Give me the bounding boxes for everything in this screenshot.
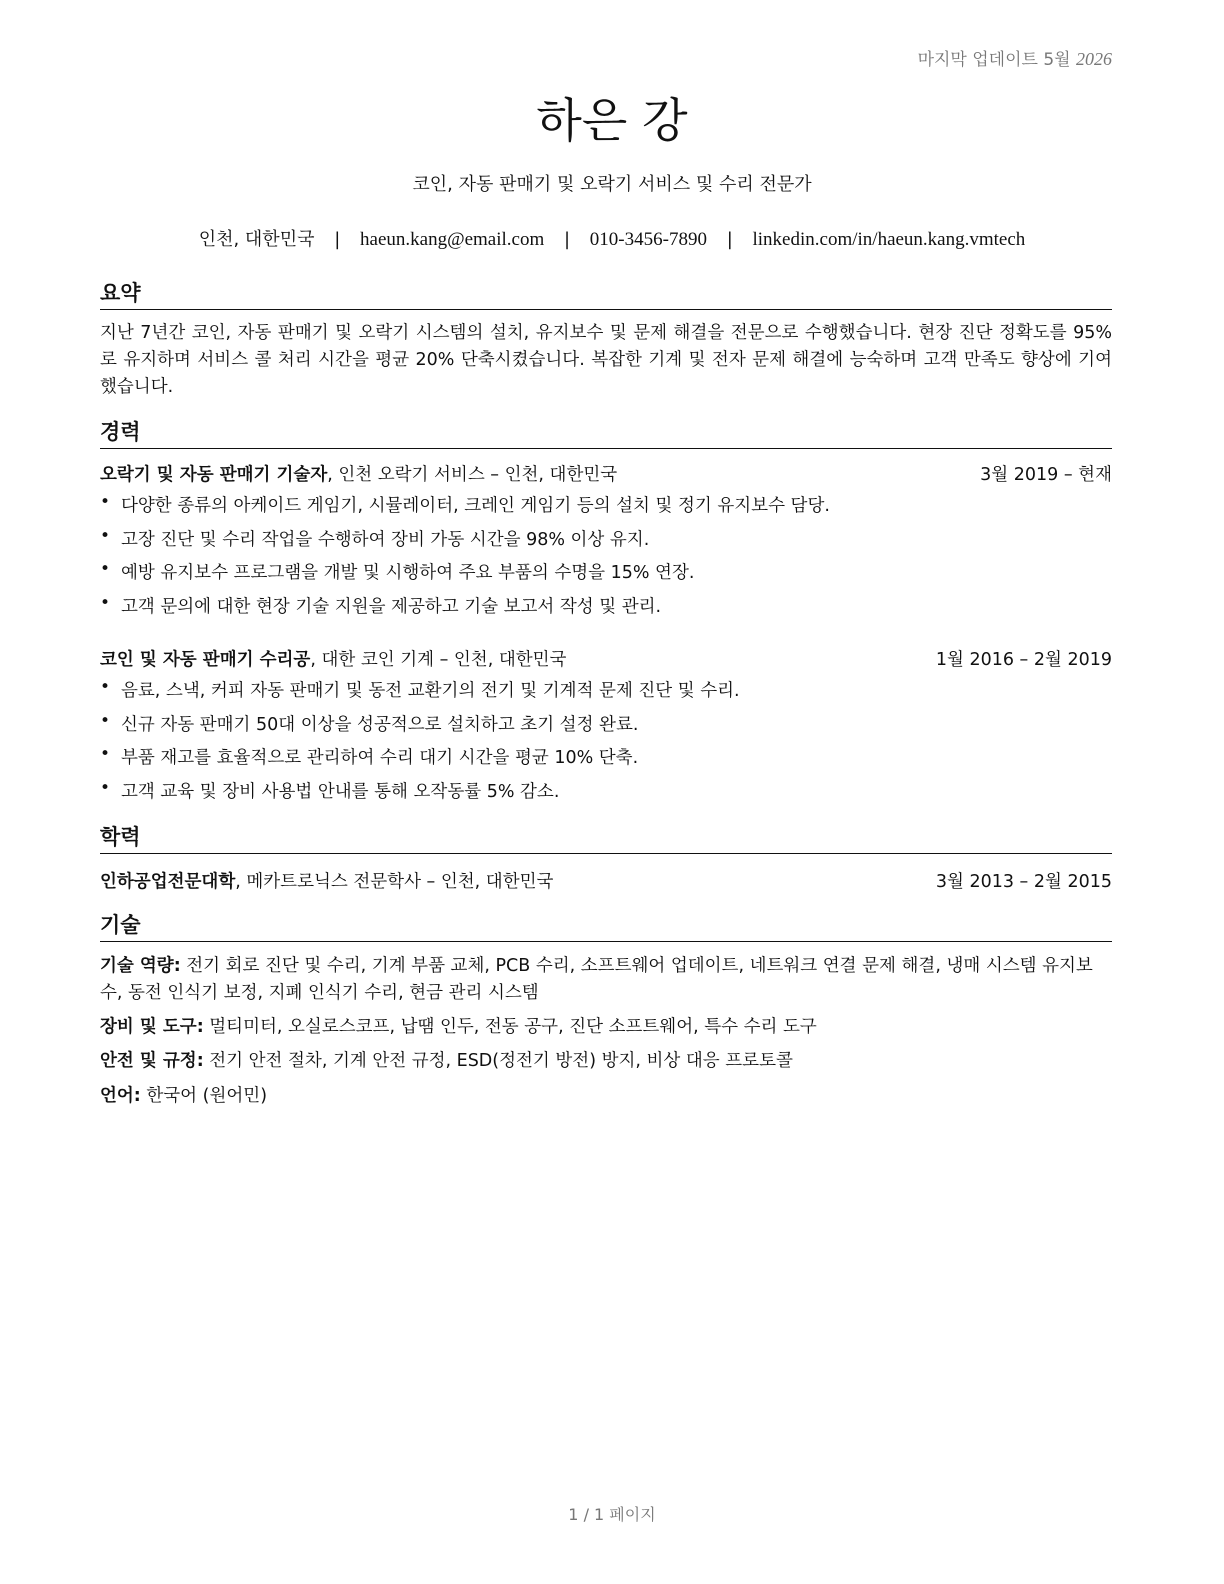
skill-value: 멀티미터, 오실로스코프, 납땜 인두, 전동 공구, 진단 소프트웨어, 특수 수리 도구 [203, 1017, 817, 1037]
last-updated-year: 2026 [1076, 49, 1112, 69]
bullet-icon: • [100, 744, 111, 764]
contact-phone: 010-3456-7890 [589, 229, 707, 250]
list-item [100, 593, 1112, 627]
resume-name: 하은 강 [536, 94, 688, 149]
list-item [100, 559, 1112, 593]
list-item [100, 526, 1112, 560]
skill-value: 전기 안전 절차, 기계 안전 규정, ESD(정전기 방전) 방지, 비상 대응 프로토콜 [203, 1051, 793, 1071]
bullet-icon: • [100, 525, 111, 546]
skill-line [100, 1048, 1112, 1075]
section-title-education: 학력 [100, 821, 1112, 854]
resume-headline: 코인, 자동 판매기 및 오락기 서비스 및 수리 전문가 [412, 174, 812, 195]
job-title-line [100, 646, 566, 671]
job-dates: 3월 2019 – 현재 [980, 465, 1112, 485]
job-header [100, 646, 1112, 671]
bullet-icon: • [100, 677, 111, 697]
job-header [100, 461, 1112, 486]
page-number: 1 / 1 페이지 [568, 1505, 656, 1524]
education-line [100, 868, 553, 893]
job-bullets [100, 677, 1112, 811]
list-item [100, 492, 1112, 526]
bullet-text: 다양한 종류의 아케이드 게임기, 시뮬레이터, 크레인 게임기 등의 설치 및 정기 유지보수 담당. [121, 496, 830, 516]
section-title-experience: 경력 [100, 416, 1112, 449]
skill-value: 한국어 (원어민) [140, 1086, 268, 1106]
skill-label: 안전 및 규정: [100, 1051, 204, 1071]
job-dates: 1월 2016 – 2월 2019 [935, 650, 1112, 670]
bullet-icon: • [100, 559, 111, 579]
last-updated [918, 45, 1112, 70]
list-item [100, 711, 1112, 745]
bullet-icon: • [100, 777, 111, 798]
bullet-text: 신규 자동 판매기 50대 이상을 성공적으로 설치하고 초기 설정 완료. [121, 714, 639, 735]
contact-separator: | [563, 229, 571, 250]
education-degree: , 메카트로닉스 전문학사 – 인천, 대한민국 [235, 872, 554, 892]
list-item [100, 744, 1112, 778]
skill-line [100, 953, 1112, 1007]
summary-text: 지난 7년간 코인, 자동 판매기 및 오락기 시스템의 설치, 유지보수 및 문제 해결을 전문으로 수행했습니다. 현장 진단 정확도를 95%로 유지하며 서비스 콜 처리 시간을 평균 20% 단축시켰습니다. 복잡한 기계 및 전자 문제 해결에 능숙하며 고객 만족도 향상에 기여했습니다. [100, 323, 1112, 397]
contact-email[interactable]: haeun.kang@email.com [360, 229, 545, 250]
education-dates: 3월 2013 – 2월 2015 [935, 872, 1112, 892]
last-updated-label: 마지막 업데이트 [917, 50, 1038, 70]
skill-line [100, 1083, 1112, 1110]
job-employer: , 대한 코인 기계 – 인천, 대한민국 [310, 650, 567, 670]
list-item [100, 677, 1112, 711]
bullet-icon: • [100, 710, 111, 731]
section-title-summary: 요약 [100, 277, 1112, 310]
contact-line [0, 225, 1224, 251]
education-entry [100, 868, 1112, 893]
bullet-icon: • [100, 592, 111, 613]
contact-separator: | [726, 229, 733, 250]
job-bullets [100, 492, 1112, 626]
bullet-text: 고객 교육 및 장비 사용법 안내를 통해 오작동률 5% 감소. [121, 781, 560, 802]
skill-label: 기술 역량: [100, 956, 181, 976]
bullet-icon: • [100, 492, 111, 512]
skill-label: 장비 및 도구: [100, 1017, 204, 1037]
education-school: 인하공업전문대학 [100, 872, 236, 892]
job-title: 오락기 및 자동 판매기 기술자 [100, 465, 328, 485]
list-item [100, 778, 1112, 812]
section-title-skills: 기술 [100, 909, 1112, 942]
skill-line [100, 1014, 1112, 1041]
bullet-text: 예방 유지보수 프로그램을 개발 및 시행하여 주요 부품의 수명을 15% 연장. [121, 563, 695, 583]
job-title-line [100, 461, 617, 486]
bullet-text: 고객 문의에 대한 현장 기술 지원을 제공하고 기술 보고서 작성 및 관리. [121, 596, 662, 617]
job-title: 코인 및 자동 판매기 수리공 [100, 650, 311, 670]
bullet-text: 부품 재고를 효율적으로 관리하여 수리 대기 시간을 평균 10% 단축. [121, 748, 639, 768]
contact-location: 인천, 대한민국 [198, 229, 315, 250]
bullet-text: 음료, 스낵, 커피 자동 판매기 및 동전 교환기의 전기 및 기계적 문제 진단 및 수리. [121, 681, 740, 701]
contact-linkedin[interactable]: linkedin.com/in/haeun.kang.vmtech [752, 229, 1026, 250]
job-employer: , 인천 오락기 서비스 – 인천, 대한민국 [327, 465, 618, 485]
contact-separator: | [334, 229, 341, 250]
last-updated-month: 5월 [1043, 50, 1071, 70]
bullet-text: 고장 진단 및 수리 작업을 수행하여 장비 가동 시간을 98% 이상 유지. [121, 529, 650, 550]
skill-label: 언어: [100, 1086, 141, 1106]
skill-value: 전기 회로 진단 및 수리, 기계 부품 교체, PCB 수리, 소프트웨어 업데이트, 네트워크 연결 문제 해결, 냉매 시스템 유지보수, 동전 인식기 보정, 지폐 인식기 수리, 현금 관리 시스템 [100, 956, 1093, 1003]
